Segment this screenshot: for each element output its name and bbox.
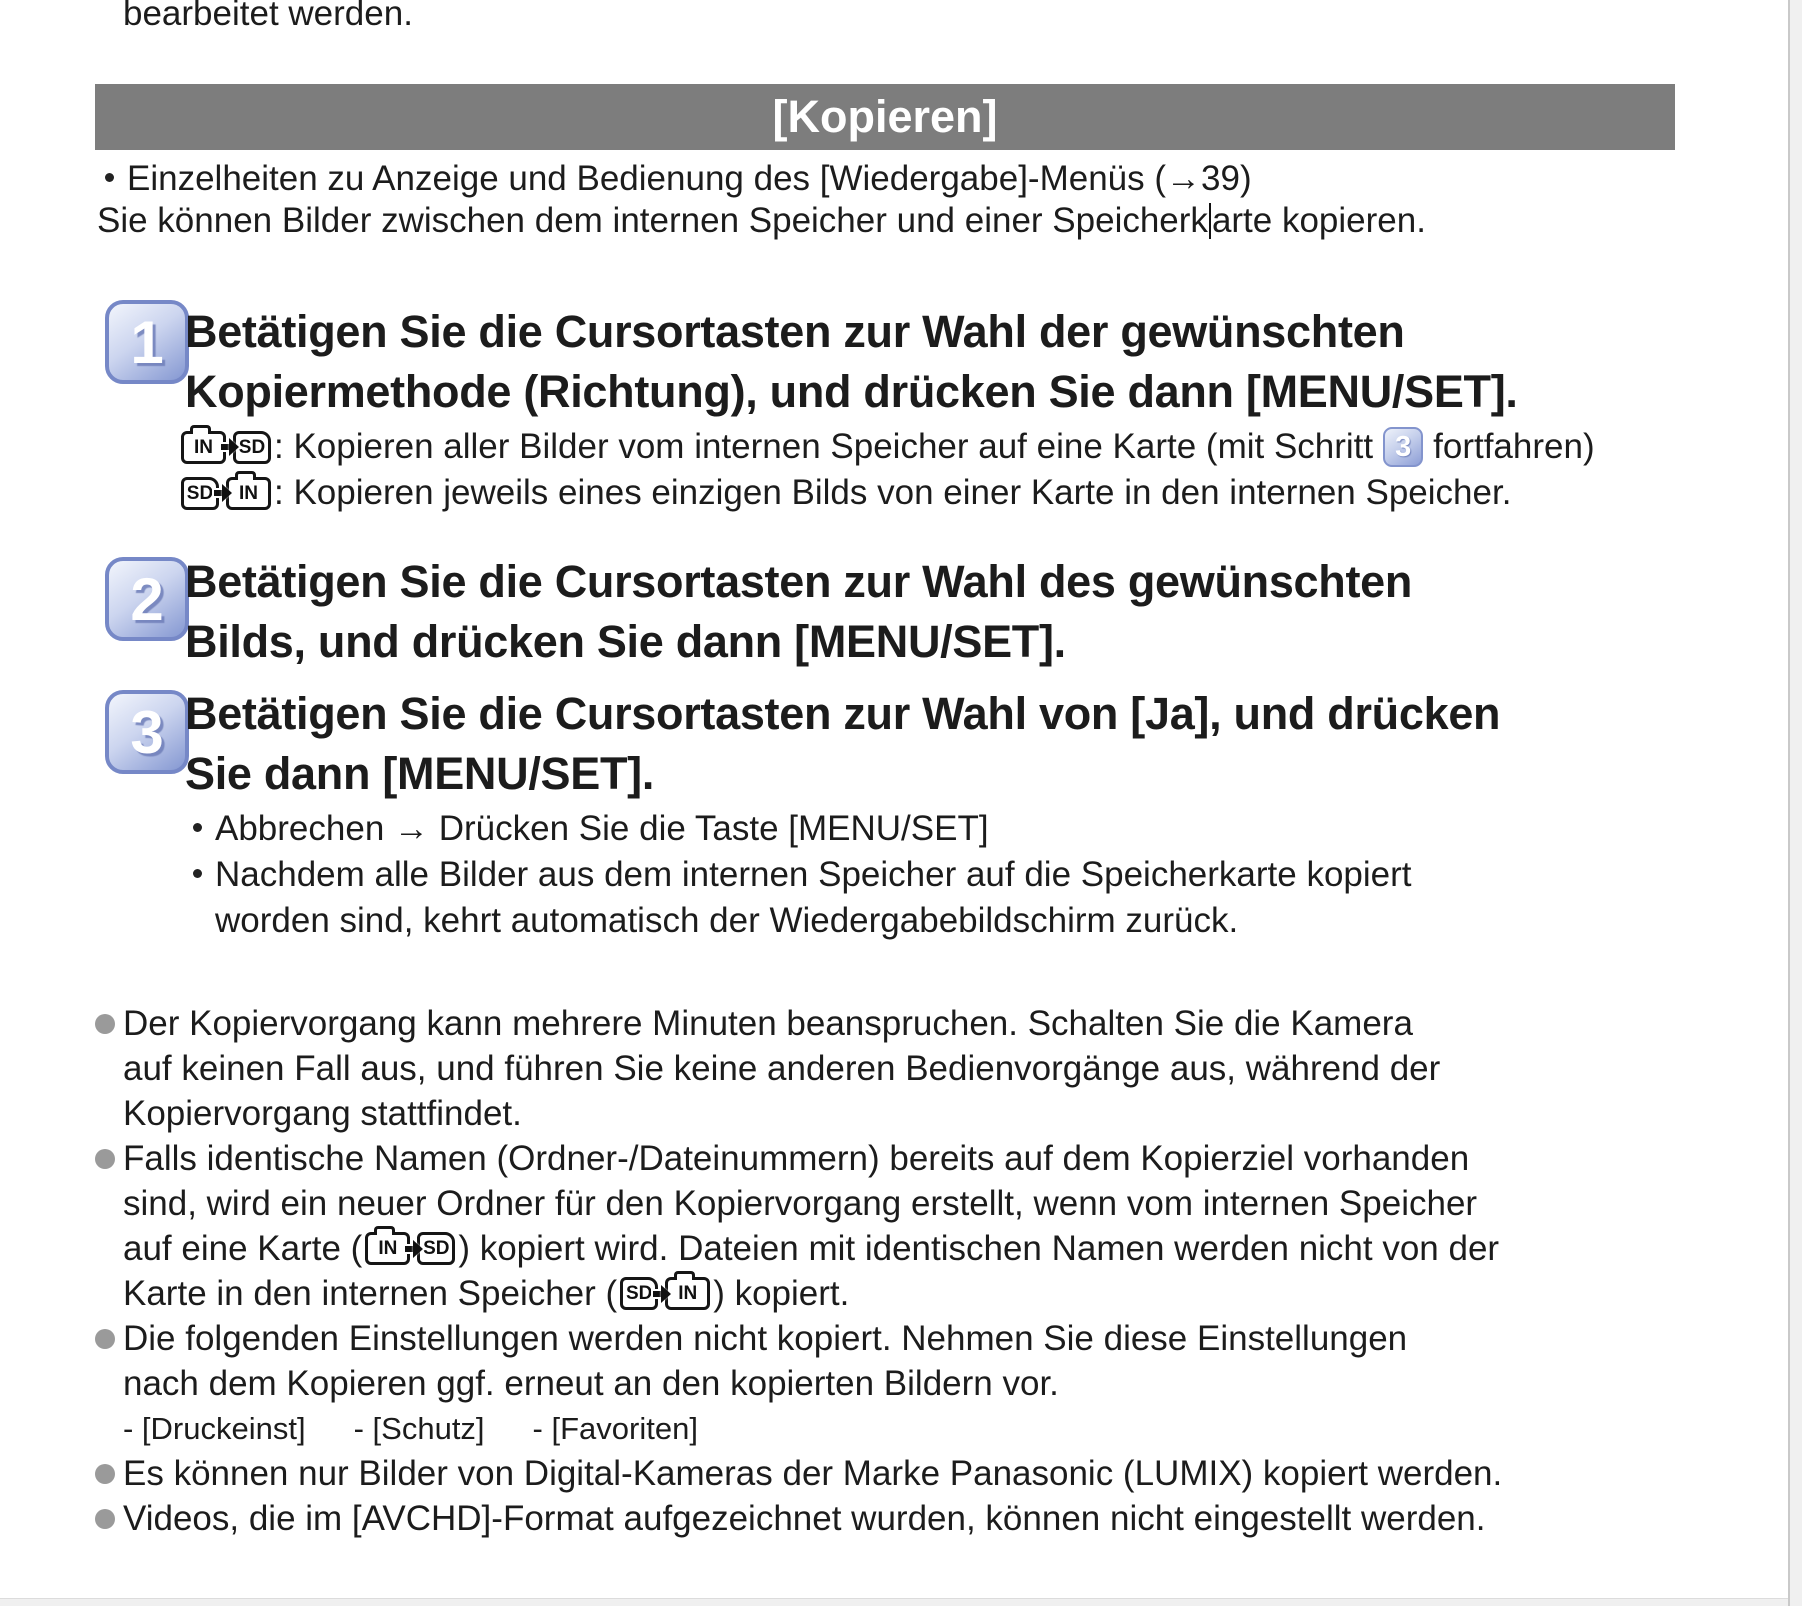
arrow-right-icon bbox=[404, 1239, 423, 1259]
note-bullet-icon bbox=[95, 1014, 115, 1034]
step-3-heading-line: Betätigen Sie die Cursortasten zur Wahl von [Ja], und drücken bbox=[185, 688, 1501, 739]
top-partial-text: bearbeitet werden. bbox=[123, 0, 413, 33]
step-3-inline-badge: 3 bbox=[1383, 427, 1423, 467]
setting-item: - [Druckeinst] bbox=[123, 1411, 306, 1446]
settings-not-copied-line bbox=[123, 1406, 1502, 1451]
internal-memory-icon: IN bbox=[365, 1232, 410, 1265]
step-3-number: 3 bbox=[130, 698, 164, 766]
sd-to-in-icon bbox=[181, 477, 271, 510]
page-bottom-edge bbox=[0, 1598, 1788, 1606]
step-1-badge bbox=[105, 300, 189, 384]
internal-memory-icon: IN bbox=[226, 477, 271, 510]
sd-card-icon: SD bbox=[233, 431, 271, 464]
intro-line bbox=[97, 200, 1426, 242]
step-1-number: 1 bbox=[130, 308, 164, 376]
step-2-badge bbox=[105, 557, 189, 641]
sd-card-icon: SD bbox=[417, 1232, 455, 1265]
internal-memory-icon: IN bbox=[181, 431, 226, 464]
intro-text-before-cursor: Sie können Bilder zwischen dem internen Speicher und einer Speicherk bbox=[97, 201, 1208, 240]
sd-to-in-icon bbox=[620, 1277, 710, 1310]
arrow-right-icon bbox=[213, 483, 232, 503]
note-line: Videos, die im [AVCHD]-Format aufgezeichnet wurden, können nicht eingestellt werden. bbox=[123, 1496, 1502, 1541]
section-header-bar bbox=[95, 84, 1675, 150]
step-3-badge bbox=[105, 690, 189, 774]
note-line: Karte in den internen Speicher ( SD IN ) kopiert. bbox=[123, 1274, 850, 1313]
copy-direction-line bbox=[178, 424, 1595, 470]
note-line: Der Kopiervorgang kann mehrere Minuten beanspruchen. Schalten Sie die Kamera bbox=[123, 1001, 1502, 1046]
arrow-right-icon bbox=[220, 437, 239, 457]
bullet-icon bbox=[193, 869, 202, 878]
copy-direction-text: : Kopieren jeweils eines einzigen Bilds von einer Karte in den internen Speicher. bbox=[274, 473, 1512, 512]
sub-bullet-line: Abbrechen → Drücken Sie die Taste [MENU/SET] bbox=[193, 806, 1412, 852]
note-bullet-icon bbox=[95, 1464, 115, 1484]
note-line: auf keinen Fall aus, und führen Sie keine anderen Bedienvorgänge aus, während der bbox=[123, 1049, 1441, 1088]
sub-bullet-wrap-line: worden sind, kehrt automatisch der Wiedergabebildschirm zurück. bbox=[215, 901, 1239, 940]
step-1-heading-line: Kopiermethode (Richtung), und drücken Sie dann [MENU/SET]. bbox=[185, 366, 1518, 417]
intro-text-after-cursor: arte kopieren. bbox=[1211, 201, 1426, 240]
note-line: nach dem Kopieren ggf. erneut an den kopierten Bildern vor. bbox=[123, 1364, 1059, 1403]
note-bullet-icon bbox=[95, 1329, 115, 1349]
note-line: Falls identische Namen (Ordner-/Dateinummern) bereits auf dem Kopierziel vorhanden bbox=[123, 1136, 1502, 1181]
sub-bullet-line: Nachdem alle Bilder aus dem internen Speicher auf die Speicherkarte kopiert bbox=[193, 852, 1412, 898]
copy-direction-text: fortfahren) bbox=[1433, 427, 1595, 466]
intro-bullet-line bbox=[105, 158, 1252, 200]
setting-item: - [Schutz] bbox=[353, 1411, 485, 1446]
note-line: auf eine Karte ( IN SD ) kopiert wird. Dateien mit identischen Namen werden nicht von der bbox=[123, 1229, 1500, 1268]
arrow-right-icon bbox=[652, 1284, 671, 1304]
internal-memory-icon: IN bbox=[665, 1277, 710, 1310]
step-1-sublines bbox=[178, 424, 1595, 516]
in-to-sd-icon bbox=[181, 431, 271, 464]
page-right-edge bbox=[1788, 0, 1802, 1606]
step-2-number: 2 bbox=[130, 565, 164, 633]
step-3-heading bbox=[185, 684, 1500, 804]
note-line: Es können nur Bilder von Digital-Kameras der Marke Panasonic (LUMIX) kopiert werden. bbox=[123, 1451, 1502, 1496]
bullet-icon bbox=[193, 823, 202, 832]
step-1-heading bbox=[185, 302, 1518, 422]
note-bullet-icon bbox=[95, 1509, 115, 1529]
sd-card-icon: SD bbox=[181, 477, 219, 510]
bullet-icon bbox=[105, 173, 114, 182]
notes-list bbox=[123, 1001, 1502, 1541]
in-to-sd-icon bbox=[365, 1232, 455, 1265]
note-line: Die folgenden Einstellungen werden nicht kopiert. Nehmen Sie diese Einstellungen bbox=[123, 1316, 1502, 1361]
intro-bullet-text: Einzelheiten zu Anzeige und Bedienung des [Wiedergabe]-Menüs (→39) bbox=[127, 159, 1252, 198]
sd-card-icon: SD bbox=[620, 1277, 658, 1310]
step-2-heading-line: Bilds, und drücken Sie dann [MENU/SET]. bbox=[185, 616, 1066, 667]
section-title: [Kopieren] bbox=[772, 91, 998, 142]
note-line: sind, wird ein neuer Ordner für den Kopiervorgang erstellt, wenn vom internen Speicher bbox=[123, 1184, 1478, 1223]
setting-item: - [Favoriten] bbox=[532, 1411, 698, 1446]
note-line: Kopiervorgang stattfindet. bbox=[123, 1094, 522, 1133]
note-bullet-icon bbox=[95, 1149, 115, 1169]
text-cursor bbox=[1209, 203, 1211, 239]
step-1-heading-line: Betätigen Sie die Cursortasten zur Wahl der gewünschten bbox=[185, 306, 1405, 357]
step-2-heading-line: Betätigen Sie die Cursortasten zur Wahl des gewünschten bbox=[185, 556, 1413, 607]
step-2-heading bbox=[185, 552, 1412, 672]
copy-direction-line bbox=[178, 470, 1595, 516]
step-3-sub-bullets bbox=[193, 806, 1412, 944]
copy-direction-text: : Kopieren aller Bilder vom internen Speicher auf eine Karte (mit Schritt bbox=[274, 427, 1374, 466]
step-3-heading-line: Sie dann [MENU/SET]. bbox=[185, 748, 655, 799]
